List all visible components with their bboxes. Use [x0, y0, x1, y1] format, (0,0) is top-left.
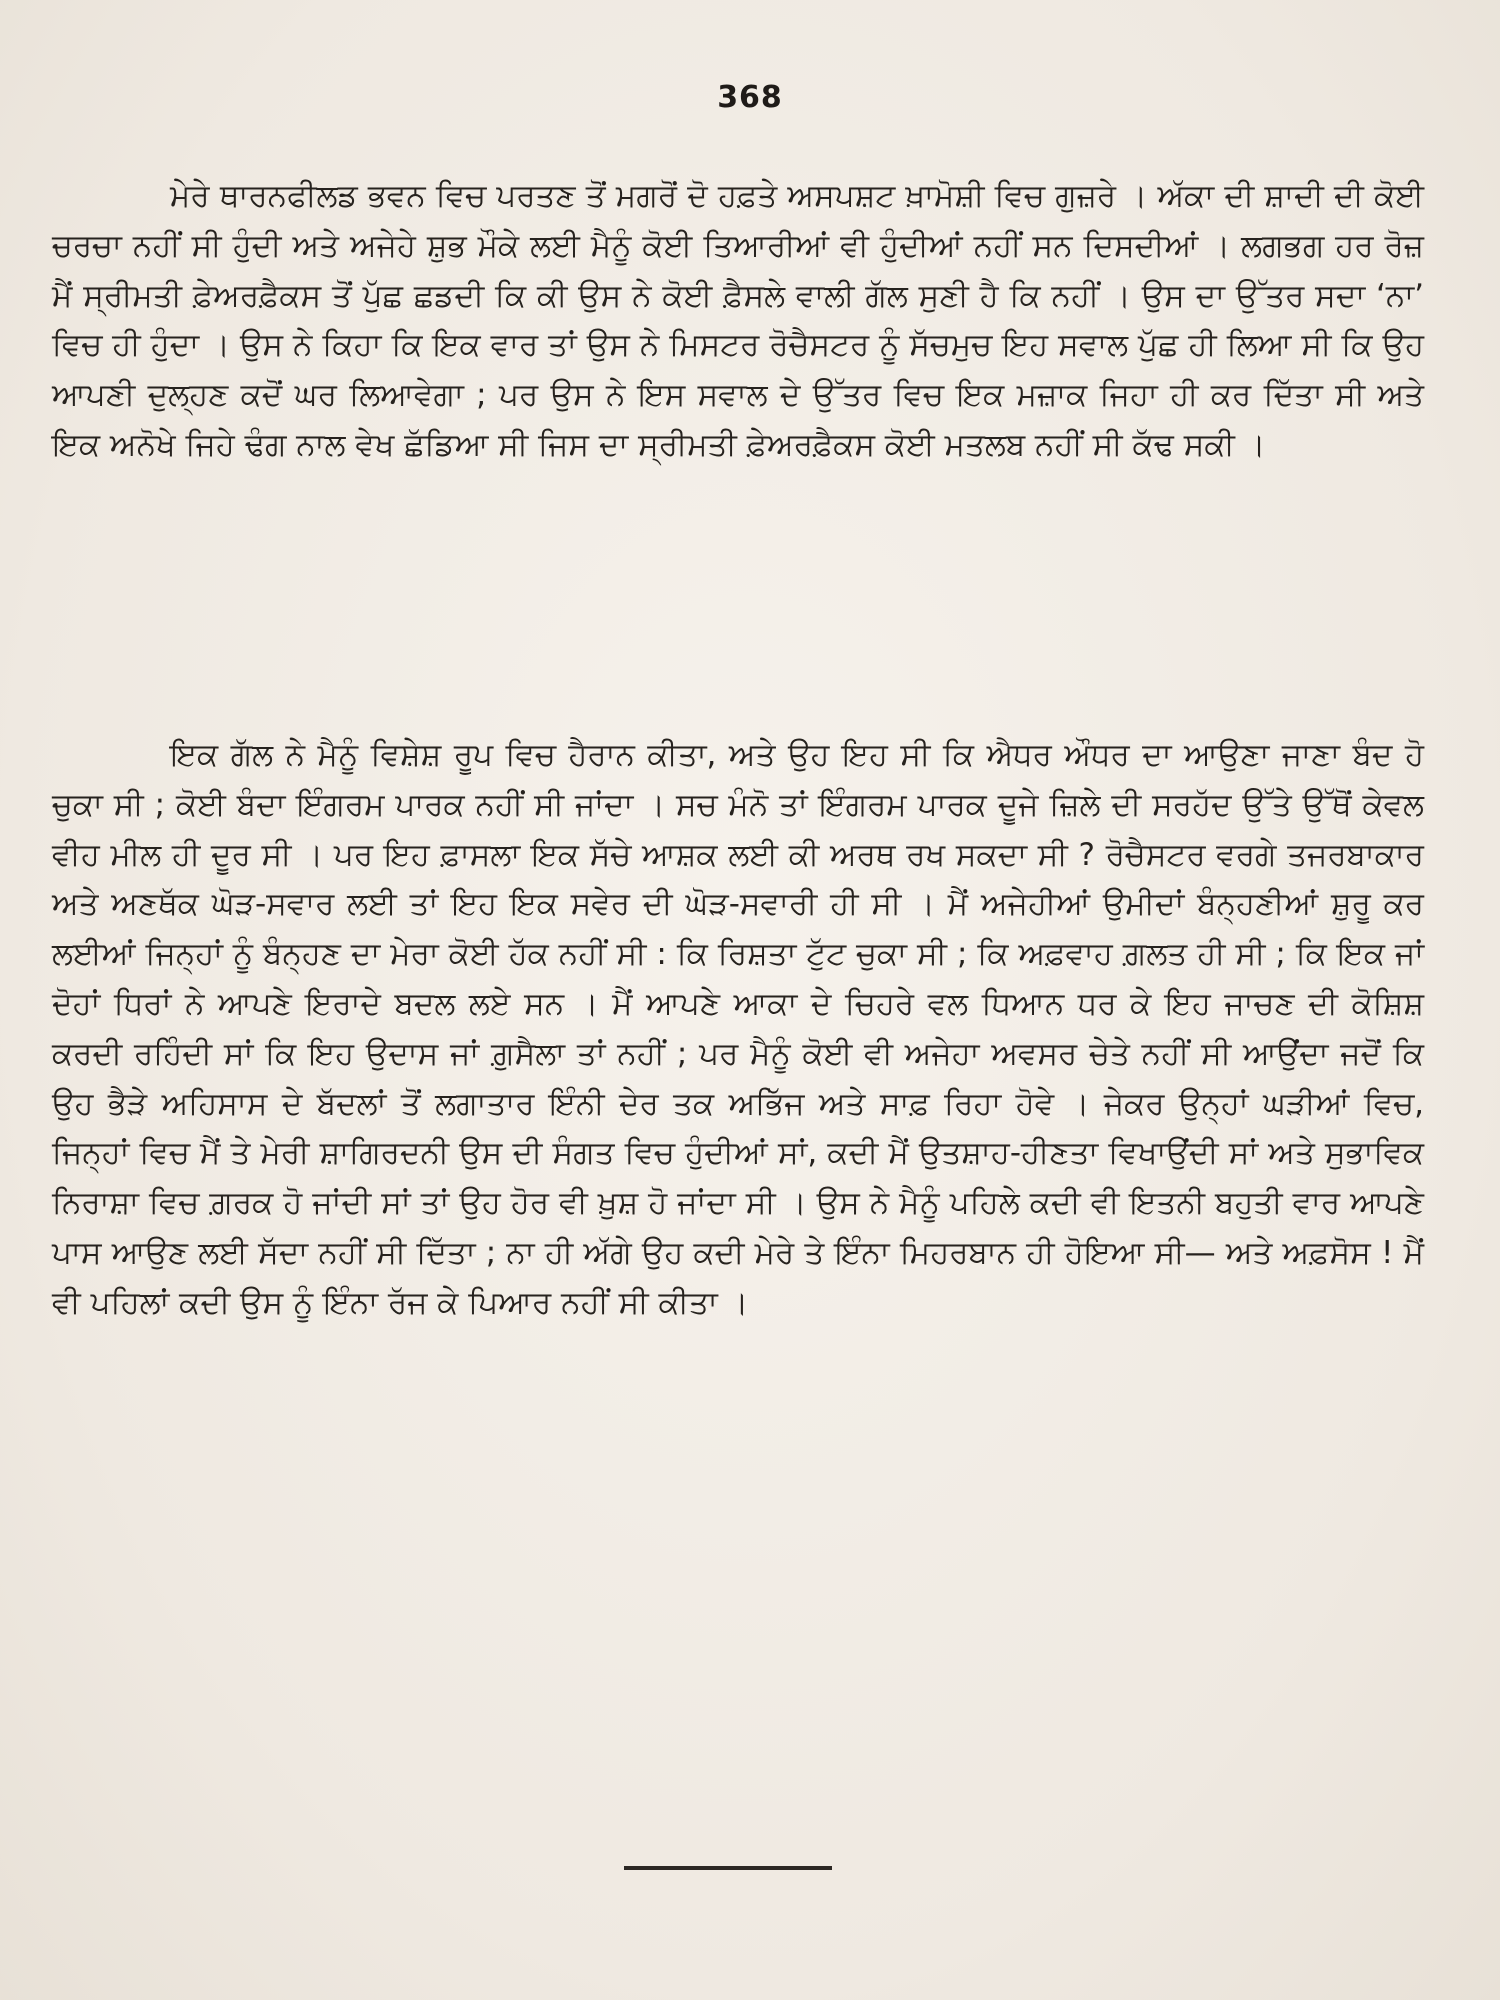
page-number: 368 [717, 80, 783, 115]
section-end-rule [624, 1866, 832, 1870]
paragraph-2: ਇਕ ਗੱਲ ਨੇ ਮੈਨੂੰ ਵਿਸ਼ੇਸ਼ ਰੂਪ ਵਿਚ ਹੈਰਾਨ ਕੀਤਾ, ਅਤੇ ਉਹ ਇਹ ਸੀ ਕਿ ਐਧਰ ਔਧਰ ਦਾ ਆਉਣਾ ਜਾਣਾ ਬੰਦ ਹੋ ਚੁਕਾ ਸੀ ; ਕੋਈ ਬੰਦਾ ਇੰਗਰਮ ਪਾਰਕ ਨਹੀਂ ਸੀ ਜਾਂਦਾ । ਸਚ ਮੰਨੋ ਤਾਂ ਇੰਗਰਮ ਪਾਰਕ ਦੂਜੇ ਜ਼ਿਲੇ ਦੀ ਸਰਹੱਦ ਉੱਤੇ ਉੱਥੋਂ ਕੇਵਲ ਵੀਹ ਮੀਲ ਹੀ ਦੂਰ ਸੀ । ਪਰ ਇਹ ਫ਼ਾਸਲਾ ਇਕ ਸੱਚੇ ਆਸ਼ਕ ਲਈ ਕੀ ਅਰਥ ਰਖ ਸਕਦਾ ਸੀ ? ਰੋਚੈਸਟਰ ਵਰਗੇ ਤਜਰਬਾਕਾਰ ਅਤੇ ਅਣਥੱਕ ਘੋੜ-ਸਵਾਰ ਲਈ ਤਾਂ ਇਹ ਇਕ ਸਵੇਰ ਦੀ ਘੋੜ-ਸਵਾਰੀ ਹੀ ਸੀ । ਮੈਂ ਅਜੇਹੀਆਂ ਉਮੀਦਾਂ ਬੰਨ੍ਹਣੀਆਂ ਸ਼ੁਰੂ ਕਰ ਲਈਆਂ ਜਿਨ੍ਹਾਂ ਨੂੰ ਬੰਨ੍ਹਣ ਦਾ ਮੇਰਾ ਕੋਈ ਹੱਕ ਨਹੀਂ ਸੀ : ਕਿ ਰਿਸ਼ਤਾ ਟੁੱਟ ਚੁਕਾ ਸੀ ; ਕਿ ਅਫ਼ਵਾਹ ਗ਼ਲਤ ਹੀ ਸੀ ; ਕਿ ਇਕ ਜਾਂ ਦੋਹਾਂ ਧਿਰਾਂ ਨੇ ਆਪਣੇ ਇਰਾਦੇ ਬਦਲ ਲਏ ਸਨ । ਮੈਂ ਆਪਣੇ ਆਕਾ ਦੇ ਚਿਹਰੇ ਵਲ ਧਿਆਨ ਧਰ ਕੇ ਇਹ ਜਾਚਣ ਦੀ ਕੋਸ਼ਿਸ਼ ਕਰਦੀ ਰਹਿੰਦੀ ਸਾਂ ਕਿ ਇਹ ਉਦਾਸ ਜਾਂ ਗ਼ੁਸੈਲਾ ਤਾਂ ਨਹੀਂ ; ਪਰ ਮੈਨੂੰ ਕੋਈ ਵੀ ਅਜੇਹਾ ਅਵਸਰ ਚੇਤੇ ਨਹੀਂ ਸੀ ਆਉਂਦਾ ਜਦੋਂ ਕਿ ਉਹ ਭੈੜੇ ਅਹਿਸਾਸ ਦੇ ਬੱਦਲਾਂ ਤੋਂ ਲਗਾਤਾਰ ਇੰਨੀ ਦੇਰ ਤਕ ਅਭਿੱਜ ਅਤੇ ਸਾਫ਼ ਰਿਹਾ ਹੋਵੇ । ਜੇਕਰ ਉਨ੍ਹਾਂ ਘੜੀਆਂ ਵਿਚ, ਜਿਨ੍ਹਾਂ ਵਿਚ ਮੈਂ ਤੇ ਮੇਰੀ ਸ਼ਾਗਿਰਦਨੀ ਉਸ ਦੀ ਸੰਗਤ ਵਿਚ ਹੁੰਦੀਆਂ ਸਾਂ, ਕਦੀ ਮੈਂ ਉਤਸ਼ਾਹ-ਹੀਣਤਾ ਵਿਖਾਉਂਦੀ ਸਾਂ ਅਤੇ ਸੁਭਾਵਿਕ ਨਿਰਾਸ਼ਾ ਵਿਚ ਗ਼ਰਕ ਹੋ ਜਾਂਦੀ ਸਾਂ ਤਾਂ ਉਹ ਹੋਰ ਵੀ ਖ਼ੁਸ਼ ਹੋ ਜਾਂਦਾ ਸੀ । ਉਸ ਨੇ ਮੈਨੂੰ ਪਹਿਲੇ ਕਦੀ ਵੀ ਇਤਨੀ ਬਹੁਤੀ ਵਾਰ ਆਪਣੇ ਪਾਸ ਆਉਣ ਲਈ ਸੱਦਾ ਨਹੀਂ ਸੀ ਦਿੱਤਾ ; ਨਾ ਹੀ ਅੱਗੇ ਉਹ ਕਦੀ ਮੇਰੇ ਤੇ ਇੰਨਾ ਮਿਹਰਬਾਨ ਹੀ ਹੋਇਆ ਸੀ— ਅਤੇ ਅਫ਼ਸੋਸ ! ਮੈਂ ਵੀ ਪਹਿਲਾਂ ਕਦੀ ਉਸ ਨੂੰ ਇੰਨਾ ਰੱਜ ਕੇ ਪਿਆਰ ਨਹੀਂ ਸੀ ਕੀਤਾ । [52, 737, 1424, 1321]
paragraph-1: ਮੇਰੇ ਥਾਰਨਫੀਲਡ ਭਵਨ ਵਿਚ ਪਰਤਣ ਤੋਂ ਮਗਰੋਂ ਦੋ ਹਫ਼ਤੇ ਅਸਪਸ਼ਟ ਖ਼ਾਮੋਸ਼ੀ ਵਿਚ ਗੁਜ਼ਰੇ । ਅੱਕਾ ਦੀ ਸ਼ਾਦੀ ਦੀ ਕੋਈ ਚਰਚਾ ਨਹੀਂ ਸੀ ਹੁੰਦੀ ਅਤੇ ਅਜੇਹੇ ਸ਼ੁਭ ਮੌਕੇ ਲਈ ਮੈਨੂੰ ਕੋਈ ਤਿਆਰੀਆਂ ਵੀ ਹੁੰਦੀਆਂ ਨਹੀਂ ਸਨ ਦਿਸਦੀਆਂ । ਲਗਭਗ ਹਰ ਰੋਜ਼ ਮੈਂ ਸ੍ਰੀਮਤੀ ਫ਼ੇਅਰਫ਼ੈਕਸ ਤੋਂ ਪੁੱਛ ਛਡਦੀ ਕਿ ਕੀ ਉਸ ਨੇ ਕੋਈ ਫ਼ੈਸਲੇ ਵਾਲੀ ਗੱਲ ਸੁਣੀ ਹੈ ਕਿ ਨਹੀਂ । ਉਸ ਦਾ ਉੱਤਰ ਸਦਾ ‘ਨਾ’ ਵਿਚ ਹੀ ਹੁੰਦਾ । ਉਸ ਨੇ ਕਿਹਾ ਕਿ ਇਕ ਵਾਰ ਤਾਂ ਉਸ ਨੇ ਮਿਸਟਰ ਰੋਚੈਸਟਰ ਨੂੰ ਸੱਚਮੁਚ ਇਹ ਸਵਾਲ ਪੁੱਛ ਹੀ ਲਿਆ ਸੀ ਕਿ ਉਹ ਆਪਣੀ ਦੁਲ੍ਹਣ ਕਦੋਂ ਘਰ ਲਿਆਵੇਗਾ ; ਪਰ ਉਸ ਨੇ ਇਸ ਸਵਾਲ ਦੇ ਉੱਤਰ ਵਿਚ ਇਕ ਮਜ਼ਾਕ ਜਿਹਾ ਹੀ ਕਰ ਦਿੱਤਾ ਸੀ ਅਤੇ ਇਕ ਅਨੋਖੇ ਜਿਹੇ ਢੰਗ ਨਾਲ ਵੇਖ ਛੱਡਿਆ ਸੀ ਜਿਸ ਦਾ ਸ੍ਰੀਮਤੀ ਫ਼ੇਅਰਫ਼ੈਕਸ ਕੋਈ ਮਤਲਬ ਨਹੀਂ ਸੀ ਕੱਢ ਸਕੀ । [52, 178, 1424, 463]
